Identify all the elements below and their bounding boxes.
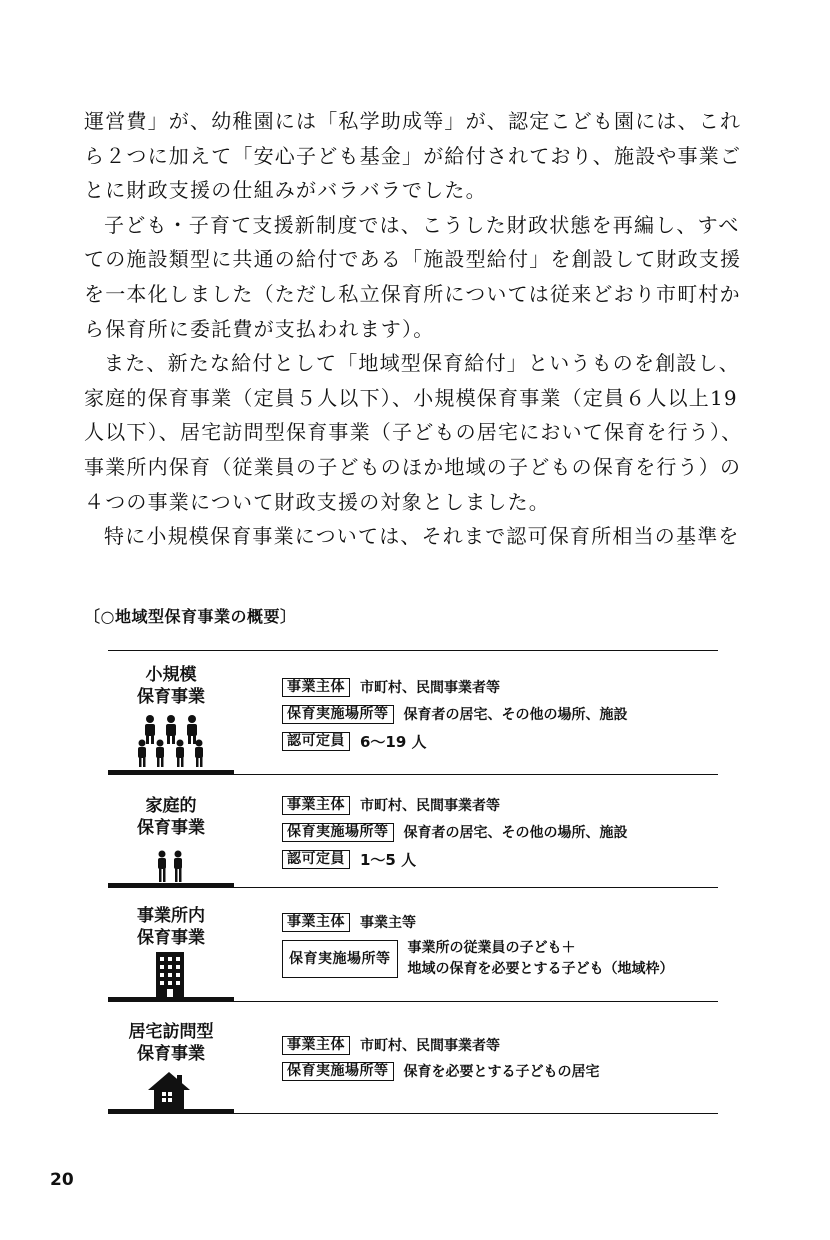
info-value-line: 地域の保育を必要とする子ども（地域枠） xyxy=(407,961,674,977)
info-value: 事業主等 xyxy=(360,915,416,931)
info-row xyxy=(282,848,416,870)
info-row xyxy=(282,730,427,752)
tag-label: 事業主体 xyxy=(282,913,350,932)
category-label-line: 居宅訪問型 xyxy=(128,1022,214,1042)
page-number: 20 xyxy=(50,1170,74,1190)
group-of-people-icon xyxy=(136,714,206,770)
info-row xyxy=(282,935,674,983)
info-row xyxy=(282,911,416,933)
tag-label: 認可定員 xyxy=(282,732,350,751)
info-value xyxy=(408,938,674,980)
info-value-line: 事業所の従業員の子ども＋ xyxy=(407,940,576,956)
info-value: 市町村、民間事業者等 xyxy=(360,1038,500,1054)
tag-label: 保育実施場所等 xyxy=(282,705,394,724)
ground-bar xyxy=(108,770,234,775)
info-row xyxy=(282,821,628,843)
tag-label: 保育実施場所等 xyxy=(282,940,398,978)
section-title: 〔○地域型保育事業の概要〕 xyxy=(84,607,297,626)
info-value: 1〜5 人 xyxy=(360,850,417,869)
office-building-icon xyxy=(156,952,184,997)
category-label-line: 保育事業 xyxy=(137,818,205,838)
ground-bar xyxy=(108,997,234,1002)
tag-label: 事業主体 xyxy=(282,796,350,815)
info-value: 6〜19 人 xyxy=(360,732,427,751)
info-value: 保育を必要とする子どもの居宅 xyxy=(403,1064,600,1080)
category-label-small-scale xyxy=(108,664,234,708)
info-value: 保育者の居宅、その他の場所、施設 xyxy=(403,825,628,841)
info-row xyxy=(282,703,628,725)
tag-label: 保育実施場所等 xyxy=(282,823,394,842)
ground-bar xyxy=(108,883,234,888)
info-row xyxy=(282,1060,600,1082)
info-row xyxy=(282,794,500,816)
info-value: 市町村、民間事業者等 xyxy=(360,798,500,814)
tag-label: 事業主体 xyxy=(282,1036,350,1055)
info-value: 保育者の居宅、その他の場所、施設 xyxy=(403,707,628,723)
tag-label: 事業主体 xyxy=(282,678,350,697)
tag-label: 認可定員 xyxy=(282,850,350,869)
category-label-line: 家庭的 xyxy=(145,796,197,816)
paragraph-2: 子ども・子育て支援新制度では、こうした財政状態を再編し、すべての施設類型に共通の給付である「施設型給付」を創設して財政支援を一本化しました（ただし私立保育所については従来どおり市町村から保育所に委託費が支払われます）。 xyxy=(84,212,742,341)
category-label-line: 保育事業 xyxy=(137,1044,205,1064)
paragraph-3: また、新たな給付として「地域型保育給付」というものを創設し、家庭的保育事業（定員５人以下）、小規模保育事業（定員６人以上19人以下）、居宅訪問型保育事業（子どもの居宅において保育を行う）、事業所内保育（従業員の子どものほか地域の子どもの保育を行う）の４つの事業について財政支援の対象としました。 xyxy=(84,351,743,514)
category-label-home-visit xyxy=(108,1021,234,1065)
tag-label: 保育実施場所等 xyxy=(282,1062,394,1081)
paragraph-1: 運営費」が、幼稚園には「私学助成等」が、認定こども園には、これら２つに加えて「安心子ども基金」が給付されており、施設や事業ごとに財政支援の仕組みがバラバラでした。 xyxy=(84,109,742,203)
category-label-home-based xyxy=(108,795,234,839)
category-label-workplace xyxy=(108,905,234,949)
divider-top xyxy=(108,650,718,651)
info-row xyxy=(282,1034,500,1056)
category-label-line: 事業所内 xyxy=(137,906,205,926)
two-people-icon xyxy=(153,850,187,883)
house-icon xyxy=(148,1072,190,1109)
category-label-line: 小規模 xyxy=(145,665,197,685)
paragraph-4: 特に小規模保育事業については、それまで認可保育所相当の基準を xyxy=(104,524,740,549)
category-label-line: 保育事業 xyxy=(137,687,205,707)
category-label-line: 保育事業 xyxy=(137,928,205,948)
info-row xyxy=(282,676,500,698)
ground-bar xyxy=(108,1109,234,1114)
body-text xyxy=(84,104,746,554)
info-value: 市町村、民間事業者等 xyxy=(360,680,500,696)
